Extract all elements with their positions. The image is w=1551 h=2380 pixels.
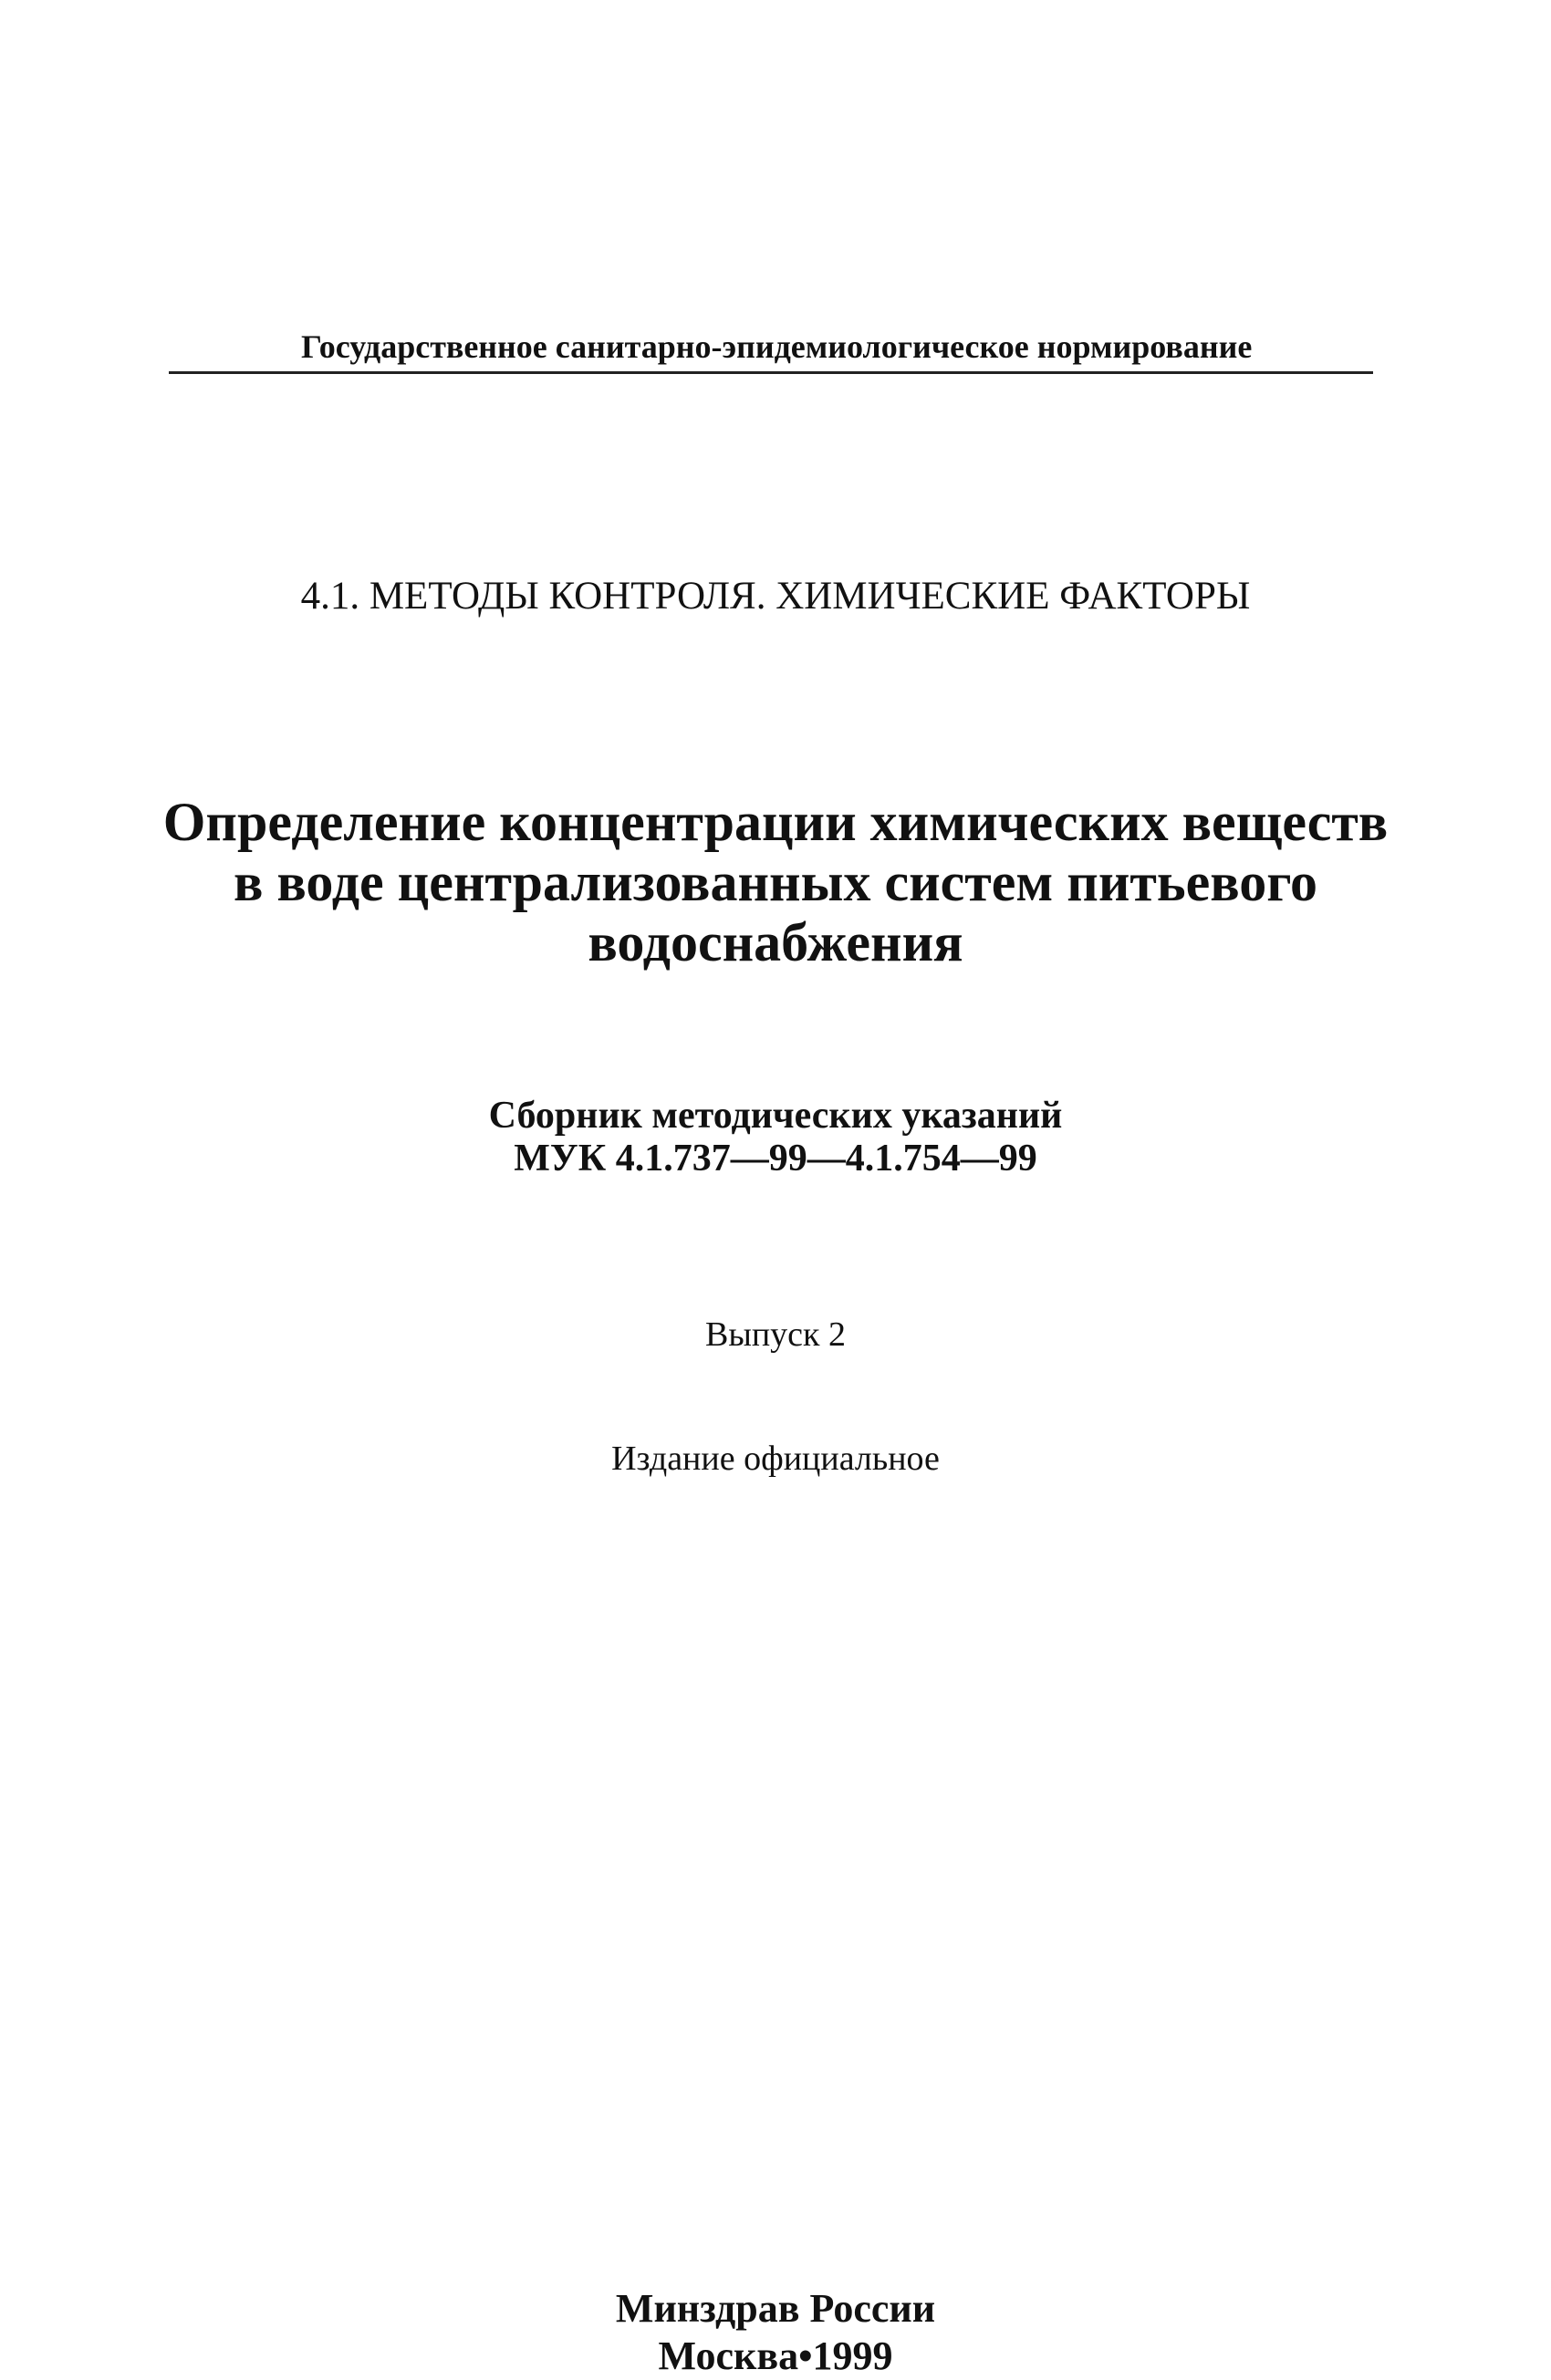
title-line: водоснабжения	[588, 912, 963, 972]
publisher-name: Минздрав России	[615, 2286, 936, 2331]
header-divider	[169, 371, 1373, 374]
document-title	[0, 792, 1551, 972]
issue-number: Выпуск 2	[704, 1315, 847, 1354]
collection-info	[0, 1095, 1551, 1180]
series-header: Государственное санитарно-эпидемиологическое нормирование	[301, 328, 1253, 365]
title-line: в воде централизованных систем питьевого	[234, 852, 1317, 912]
publisher-block	[0, 2285, 1551, 2380]
title-line: Определение концентрации химических веществ	[162, 792, 1389, 852]
document-codes: МУК 4.1.737—99—4.1.754—99	[514, 1138, 1037, 1180]
collection-name: Сборник методических указаний	[488, 1095, 1063, 1137]
publication-place-year: Москва•1999	[658, 2333, 893, 2378]
edition-note: Издание официальное	[611, 1439, 940, 1478]
section-heading: 4.1. МЕТОДЫ КОНТРОЛЯ. ХИМИЧЕСКИЕ ФАКТОРЫ	[300, 575, 1251, 618]
